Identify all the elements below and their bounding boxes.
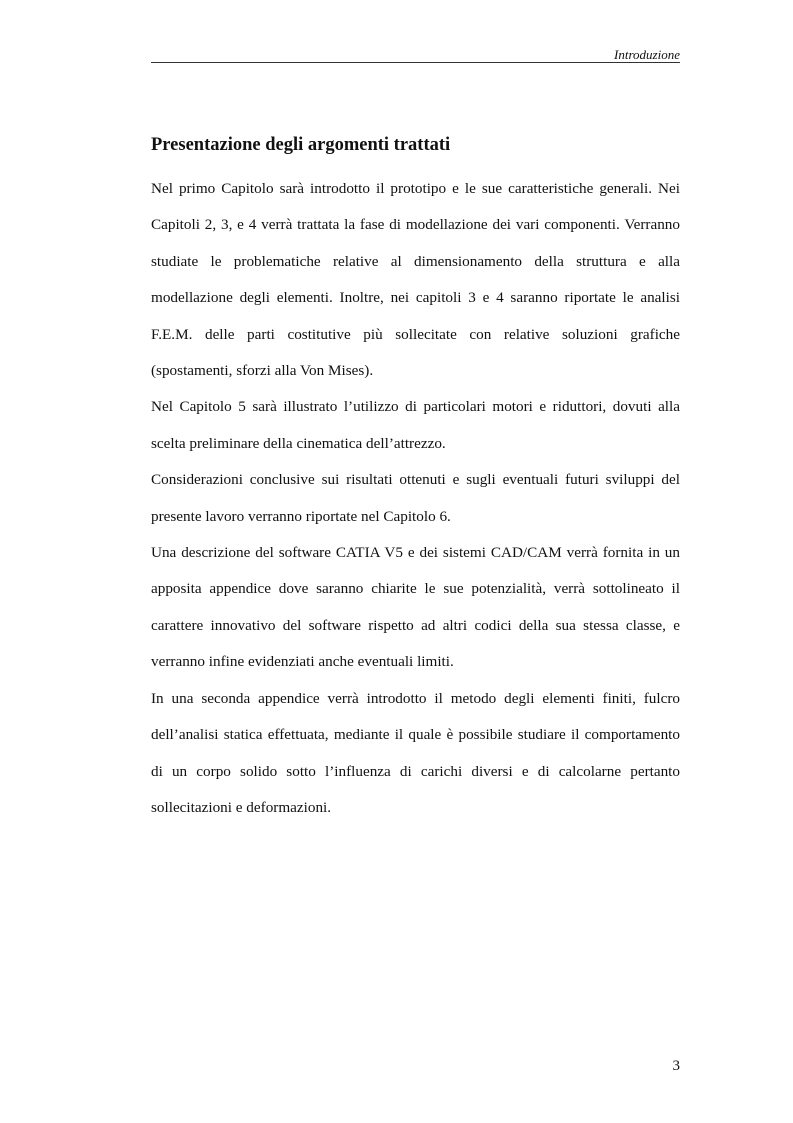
paragraph-catia-appendix: Una descrizione del software CATIA V5 e dei sistemi CAD/CAM verrà fornita in un apposita appendice dove saranno chiarite le sue potenzialità, verrà sottolineato il carattere innovativo del software rispetto ad altri codici della sua stessa classe, e verranno infine evidenziati anche eventuali limiti.	[151, 544, 680, 671]
section-title: Presentazione degli argomenti trattati	[151, 135, 451, 155]
paragraph-chapters-overview: Nel primo Capitolo sarà introdotto il prototipo e le sue caratteristiche generali. Nei Capitoli 2, 3, e 4 verrà trattata la fase di modellazione dei vari componenti. Verranno studiate le problematiche relative al dimensionamento della struttura e alla modellazione degli elementi. Inoltre, nei capitoli 3 e 4 saranno riportate le analisi F.E.M. delle parti costitutive più sollecitate con relative soluzioni grafiche (spostamenti, sforzi alla Von Mises).	[151, 180, 680, 380]
page-number: 3	[672, 1058, 680, 1074]
running-header	[151, 48, 680, 63]
running-header-title: Introduzione	[614, 47, 680, 62]
paragraph-fem-appendix: In una seconda appendice verrà introdotto il metodo degli elementi finiti, fulcro dell’analisi statica effettuata, mediante il quale è possibile studiare il comportamento di un corpo solido sotto l’influenza di carichi diversi e di calcolarne pertanto sollecitazioni e deformazioni.	[151, 689, 680, 816]
body-text	[151, 171, 680, 826]
paragraph-chapter-5: Nel Capitolo 5 sarà illustrato l’utilizzo di particolari motori e riduttori, dovuti alla scelta preliminare della cinematica dell’attrezzo.	[151, 398, 680, 452]
paragraph-chapter-6: Considerazioni conclusive sui risultati ottenuti e sugli eventuali futuri sviluppi del presente lavoro verranno riportate nel Capitolo 6.	[151, 471, 680, 525]
